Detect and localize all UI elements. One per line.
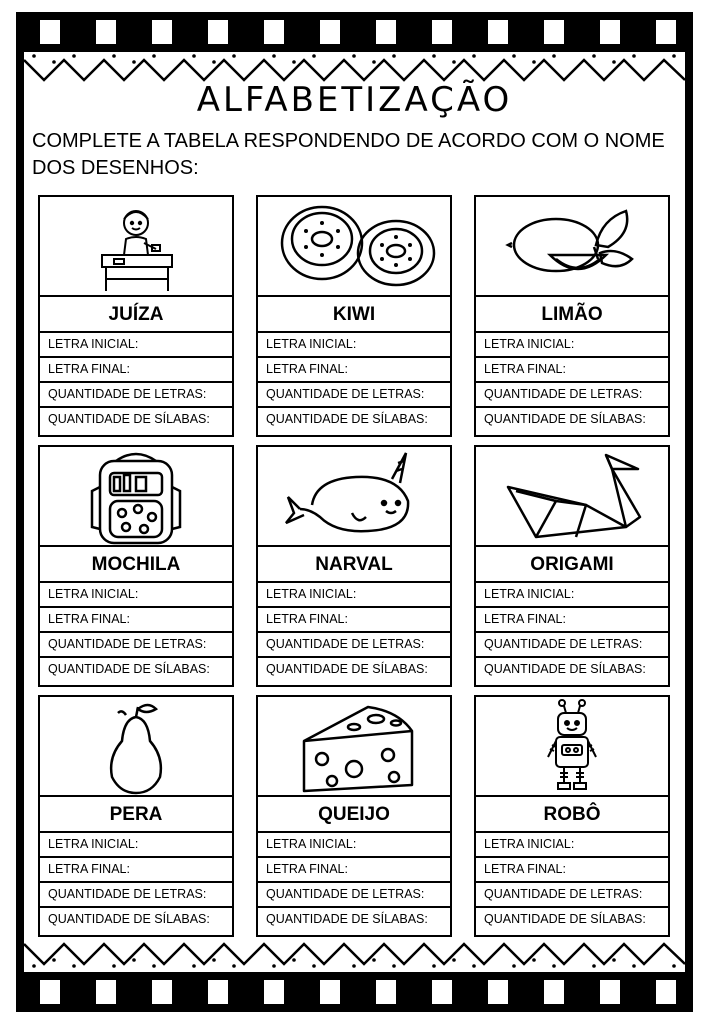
card-word: MOCHILA xyxy=(40,545,232,583)
card-word: ORIGAMI xyxy=(476,545,668,583)
instructions-text: COMPLETE A TABELA RESPONDENDO DE ACORDO COM O NOME DOS DESENHOS: xyxy=(32,130,665,179)
syllable-count-row[interactable] xyxy=(40,406,232,431)
initial-letter-label: LETRA INICIAL: xyxy=(48,837,139,851)
letter-count-label: QUANTIDADE DE LETRAS: xyxy=(484,637,643,651)
initial-letter-row[interactable] xyxy=(40,331,232,356)
card-word: QUEIJO xyxy=(258,795,450,833)
word-card-origami xyxy=(474,445,670,687)
final-letter-label: LETRA FINAL: xyxy=(484,862,566,876)
card-word: KIWI xyxy=(258,295,450,333)
letter-count-row[interactable] xyxy=(476,631,668,656)
final-letter-row[interactable] xyxy=(40,856,232,881)
initial-letter-label: LETRA INICIAL: xyxy=(266,837,357,851)
final-letter-row[interactable] xyxy=(476,356,668,381)
letter-count-row[interactable] xyxy=(258,881,450,906)
syllable-count-row[interactable] xyxy=(476,906,668,931)
letter-count-row[interactable] xyxy=(40,631,232,656)
robot-icon xyxy=(476,697,668,795)
syllable-count-label: QUANTIDADE DE SÍLABAS: xyxy=(484,662,646,676)
final-letter-label: LETRA FINAL: xyxy=(484,612,566,626)
final-letter-label: LETRA FINAL: xyxy=(48,612,130,626)
letter-count-label: QUANTIDADE DE LETRAS: xyxy=(266,887,425,901)
syllable-count-row[interactable] xyxy=(476,656,668,681)
initial-letter-label: LETRA INICIAL: xyxy=(48,337,139,351)
card-word: ROBÔ xyxy=(476,795,668,833)
word-card-kiwi xyxy=(256,195,452,437)
card-word: LIMÃO xyxy=(476,295,668,333)
pear-icon xyxy=(40,697,232,795)
word-card-queijo xyxy=(256,695,452,937)
letter-count-label: QUANTIDADE DE LETRAS: xyxy=(48,387,207,401)
bottom-film-border xyxy=(16,972,693,1012)
initial-letter-label: LETRA INICIAL: xyxy=(484,337,575,351)
syllable-count-row[interactable] xyxy=(258,656,450,681)
word-card-mochila xyxy=(38,445,234,687)
initial-letter-row[interactable] xyxy=(40,831,232,856)
word-card-robo xyxy=(474,695,670,937)
initial-letter-label: LETRA INICIAL: xyxy=(48,587,139,601)
initial-letter-row[interactable] xyxy=(476,831,668,856)
lemon-icon xyxy=(476,197,668,295)
letter-count-row[interactable] xyxy=(258,381,450,406)
syllable-count-row[interactable] xyxy=(258,906,450,931)
final-letter-row[interactable] xyxy=(40,606,232,631)
card-word: JUÍZA xyxy=(40,295,232,333)
judge-icon xyxy=(40,197,232,295)
letter-count-row[interactable] xyxy=(40,381,232,406)
initial-letter-row[interactable] xyxy=(40,581,232,606)
word-card-narval xyxy=(256,445,452,687)
syllable-count-label: QUANTIDADE DE SÍLABAS: xyxy=(484,912,646,926)
word-card-limao xyxy=(474,195,670,437)
word-cards-grid xyxy=(38,195,672,940)
syllable-count-label: QUANTIDADE DE SÍLABAS: xyxy=(48,912,210,926)
syllable-count-label: QUANTIDADE DE SÍLABAS: xyxy=(266,412,428,426)
syllable-count-row[interactable] xyxy=(476,406,668,431)
letter-count-row[interactable] xyxy=(476,381,668,406)
letter-count-label: QUANTIDADE DE LETRAS: xyxy=(484,387,643,401)
letter-count-label: QUANTIDADE DE LETRAS: xyxy=(48,887,207,901)
word-card-juiza xyxy=(38,195,234,437)
syllable-count-label: QUANTIDADE DE SÍLABAS: xyxy=(266,912,428,926)
letter-count-label: QUANTIDADE DE LETRAS: xyxy=(484,887,643,901)
narwhal-icon xyxy=(258,447,450,545)
word-card-pera xyxy=(38,695,234,937)
initial-letter-label: LETRA INICIAL: xyxy=(484,587,575,601)
initial-letter-row[interactable] xyxy=(476,331,668,356)
syllable-count-label: QUANTIDADE DE SÍLABAS: xyxy=(48,412,210,426)
letter-count-label: QUANTIDADE DE LETRAS: xyxy=(266,387,425,401)
final-letter-label: LETRA FINAL: xyxy=(48,362,130,376)
syllable-count-row[interactable] xyxy=(40,656,232,681)
final-letter-row[interactable] xyxy=(258,606,450,631)
right-border xyxy=(685,52,693,972)
initial-letter-row[interactable] xyxy=(258,581,450,606)
syllable-count-label: QUANTIDADE DE SÍLABAS: xyxy=(48,662,210,676)
kiwi-icon xyxy=(258,197,450,295)
card-word: PERA xyxy=(40,795,232,833)
page-title: ALFABETIZAÇÃO xyxy=(196,80,513,120)
cheese-icon xyxy=(258,697,450,795)
final-letter-row[interactable] xyxy=(258,856,450,881)
initial-letter-row[interactable] xyxy=(258,331,450,356)
letter-count-row[interactable] xyxy=(476,881,668,906)
initial-letter-label: LETRA INICIAL: xyxy=(266,337,357,351)
origami-swan-icon xyxy=(476,447,668,545)
final-letter-label: LETRA FINAL: xyxy=(48,862,130,876)
letter-count-label: QUANTIDADE DE LETRAS: xyxy=(48,637,207,651)
syllable-count-row[interactable] xyxy=(258,406,450,431)
final-letter-label: LETRA FINAL: xyxy=(266,362,348,376)
final-letter-label: LETRA FINAL: xyxy=(266,612,348,626)
final-letter-row[interactable] xyxy=(476,856,668,881)
initial-letter-label: LETRA INICIAL: xyxy=(266,587,357,601)
letter-count-row[interactable] xyxy=(40,881,232,906)
initial-letter-row[interactable] xyxy=(258,831,450,856)
final-letter-row[interactable] xyxy=(476,606,668,631)
card-word: NARVAL xyxy=(258,545,450,583)
left-border xyxy=(16,52,24,972)
letter-count-row[interactable] xyxy=(258,631,450,656)
backpack-icon xyxy=(40,447,232,545)
syllable-count-label: QUANTIDADE DE SÍLABAS: xyxy=(484,412,646,426)
final-letter-label: LETRA FINAL: xyxy=(266,862,348,876)
letter-count-label: QUANTIDADE DE LETRAS: xyxy=(266,637,425,651)
initial-letter-row[interactable] xyxy=(476,581,668,606)
final-letter-label: LETRA FINAL: xyxy=(484,362,566,376)
syllable-count-row[interactable] xyxy=(40,906,232,931)
final-letter-row[interactable] xyxy=(40,356,232,381)
initial-letter-label: LETRA INICIAL: xyxy=(484,837,575,851)
top-film-border xyxy=(16,12,693,52)
syllable-count-label: QUANTIDADE DE SÍLABAS: xyxy=(266,662,428,676)
final-letter-row[interactable] xyxy=(258,356,450,381)
